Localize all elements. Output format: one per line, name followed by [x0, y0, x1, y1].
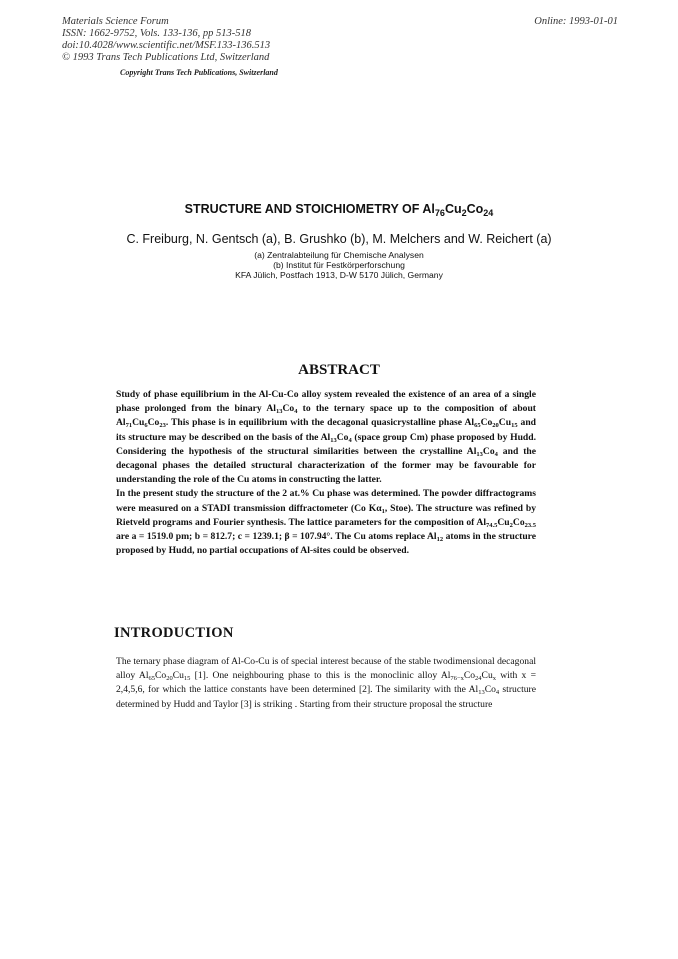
doi-line: doi:10.4028/www.scientific.net/MSF.133-136.513 [62, 40, 271, 51]
online-date: Online: 1993-01-01 [534, 16, 618, 27]
abstract-paragraph-1: Study of phase equilibrium in the Al-Cu-Co alloy system revealed the existence of an area of a single phase prolonged from the binary $Al_{13}Co_4$ to the ternary space up to the composition of about $Al_{71}Cu_6Co_{23}$. This phase is in equilibrium with the decagonal quasicrystalline phase $Al_{65}Co_{20}Cu_{15}$ and its structure may be described on the basis of the $Al_{13}Co_4$ (space group Cm) phase proposed by Hudd. Considering the hypothesis of the structural similarities between the crystalline $Al_{13}Co_4$ and the decagonal phases the detailed structural characterization of the former may be favourable for understanding the role of the Cu atoms in constructing the latter. [116, 389, 536, 486]
author-list: C. Freiburg, N. Gentsch (a), B. Grushko (b), M. Melchers and W. Reichert (a) [126, 232, 552, 246]
introduction-heading: INTRODUCTION [114, 625, 234, 641]
abstract-body [116, 388, 536, 558]
affiliation-a: (a) Zentralabteilung für Chemische Analysen [254, 250, 424, 260]
publisher-copyright: Copyright Trans Tech Publications, Switzerland [120, 68, 278, 77]
issn-line: ISSN: 1662-9752, Vols. 133-136, pp 513-518 [62, 28, 251, 39]
abstract-heading: ABSTRACT [298, 362, 380, 378]
journal-name: Materials Science Forum [62, 16, 169, 27]
affiliation-b: (b) Institut für Festkörperforschung [273, 260, 405, 270]
introduction-paragraph-1: The ternary phase diagram of Al-Co-Cu is of special interest because of the stable twodimensional decagonal alloy $Al_{65}Co_{20}Cu_{15}$ [1]. One neighbouring phase to this is the monoclinic alloy $Al_{76-x}Co_{24}Cu_x$ with x = 2,4,5,6, for which the lattice constants have been determined [2]. The similarity with the $Al_{13}Co_4$ structure determined by Hudd and Taylor [3] is striking . Starting from their structure proposal the structure [116, 656, 536, 710]
paper-title: STRUCTURE AND STOICHIOMETRY OF $Al_{76}Cu_2Co_{24}$ [184, 202, 494, 218]
introduction-body [116, 655, 536, 712]
copyright-line: © 1993 Trans Tech Publications Ltd, Switzerland [62, 52, 270, 63]
abstract-paragraph-2: In the present study the structure of the 2 at.% Cu phase was determined. The powder diffractograms were measured on a STADI transmission diffractometer (Co $K\alpha_1$, Stoe). The structure was refined by Rietveld programs and Fourier synthesis. The lattice parameters for the composition of $Al_{74.5}Cu_2Co_{23.5}$ are a = 1519.0 pm; b = 812.7; c = 1239.1; β = 107.94°. The Cu atoms replace $Al_{12}$ atoms in the structure proposed by Hudd, no partial occupations of Al-sites could be observed. [116, 488, 537, 557]
affiliation-address: KFA Jülich, Postfach 1913, D-W 5170 Jülich, Germany [235, 270, 443, 280]
